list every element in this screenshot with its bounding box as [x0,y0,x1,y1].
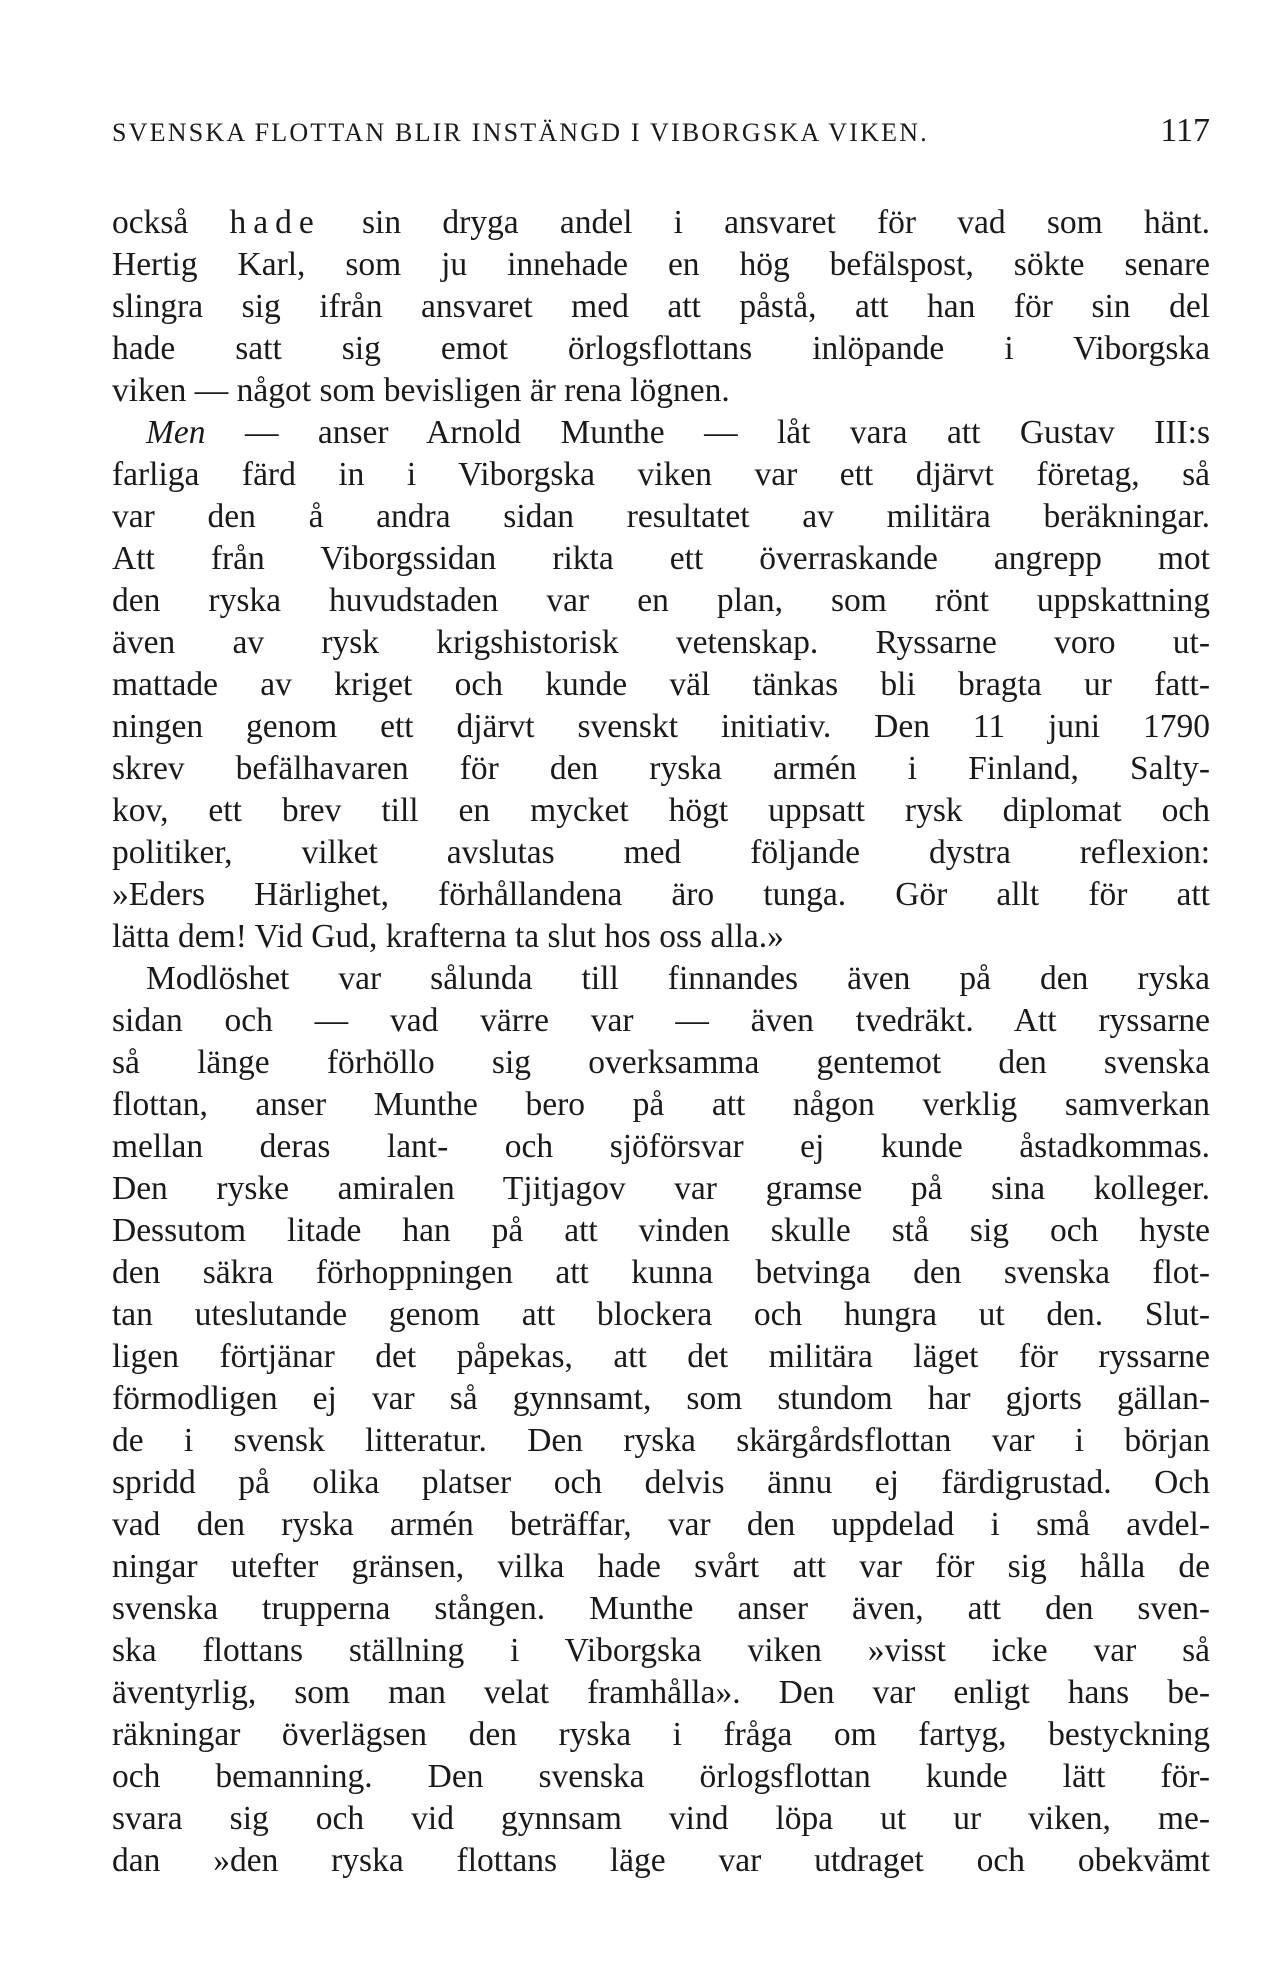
text-line: ningen genom ett djärvt svenskt initiativ. Den 11 juni 1790 [112,708,1210,745]
text-line: förmodligen ej var så gynnsamt, som stundom har gjorts gällan- [112,1380,1210,1417]
text-line: skrev befälhavaren för den ryska armén i Finland, Salty- [112,750,1210,787]
text-line: tan uteslutande genom att blockera och hungra ut den. Slut- [112,1296,1210,1333]
running-header [112,112,1210,168]
text-line: mattade av kriget och kunde väl tänkas bli bragta ur fatt- [112,666,1210,703]
text-line: äventyrlig, som man velat framhålla». Den var enligt hans be- [112,1674,1210,1711]
page-number: 117 [1160,112,1210,149]
text-line: slingra sig ifrån ansvaret med att påstå, att han för sin del [112,288,1210,325]
text-line: ningar utefter gränsen, vilka hade svårt att var för sig hålla de [112,1548,1210,1585]
text-line: flottan, anser Munthe bero på att någon verklig samverkan [112,1086,1210,1123]
text-line: så länge förhöllo sig overksamma gentemot den svenska [112,1044,1210,1081]
text-line: dan »den ryska flottans läge var utdraget och obekvämt [112,1842,1210,1879]
text-line: den säkra förhoppningen att kunna betvinga den svenska flot- [112,1254,1210,1291]
text-line: den ryska huvudstaden var en plan, som rönt uppskattning [112,582,1210,619]
line-segment: — anser Arnold Munthe — låt vara att Gustav III:s [205,414,1210,451]
text-line: farliga färd in i Viborgska viken var ett djärvt företag, så [112,456,1210,493]
text-line: sidan och — vad värre var — även tvedräkt. Att ryssarne [112,1002,1210,1039]
emphasized-word: Men [146,414,206,451]
text-line: svenska trupperna stången. Munthe anser även, att den sven- [112,1590,1210,1627]
text-line: Hertig Karl, som ju innehade en hög befälspost, sökte senare [112,246,1210,283]
text-line: vad den ryska armén beträffar, var den uppdelad i små avdel- [112,1506,1210,1543]
text-line: och bemanning. Den svenska örlogsflottan kunde lätt för- [112,1758,1210,1795]
text-line: var den å andra sidan resultatet av militära beräkningar. [112,498,1210,535]
text-line: spridd på olika platser och delvis ännu ej färdigrustad. Och [112,1464,1210,1501]
spaced-word: hade [229,204,321,241]
text-line: politiker, vilket avslutas med följande dystra reflexion: [112,834,1210,871]
text-line [112,202,1210,244]
body-text [112,202,1210,1882]
text-line: Dessutom litade han på att vinden skulle stå sig och hyste [112,1212,1210,1249]
line-segment: också [112,204,230,241]
text-line: ska flottans ställning i Viborgska viken »visst icke var så [112,1632,1210,1669]
text-line: Den ryske amiralen Tjitjagov var gramse på sina kolleger. [112,1170,1210,1207]
text-line: Modlöshet var sålunda till finnandes även på den ryska [146,960,1210,997]
text-line: Att från Viborgssidan rikta ett överraskande angrepp mot [112,540,1210,577]
text-line: hade satt sig emot örlogsflottans inlöpande i Viborgska [112,330,1210,367]
text-line: lätta dem! Vid Gud, krafterna ta slut hos oss alla.» [112,918,784,955]
text-line: viken — något som bevisligen är rena lögnen. [112,372,730,409]
line-segment: sin dryga andel i ansvaret för vad som hänt. [320,204,1210,241]
text-line: ligen förtjänar det påpekas, att det militära läget för ryssarne [112,1338,1210,1375]
running-title: SVENSKA FLOTTAN BLIR INSTÄNGD I VIBORGSKA VIKEN. [112,118,929,147]
text-line: mellan deras lant- och sjöförsvar ej kunde åstadkommas. [112,1128,1210,1165]
text-line: räkningar överlägsen den ryska i fråga om fartyg, bestyckning [112,1716,1210,1753]
text-line: »Eders Härlighet, förhållandena äro tunga. Gör allt för att [112,876,1210,913]
text-line: kov, ett brev till en mycket högt uppsatt rysk diplomat och [112,792,1210,829]
text-line: svara sig och vid gynnsam vind löpa ut ur viken, me- [112,1800,1210,1837]
text-line: även av rysk krigshistorisk vetenskap. Ryssarne voro ut- [112,624,1210,661]
book-page [112,112,1210,1882]
text-line: de i svensk litteratur. Den ryska skärgårdsflottan var i början [112,1422,1210,1459]
text-line [112,412,1210,454]
